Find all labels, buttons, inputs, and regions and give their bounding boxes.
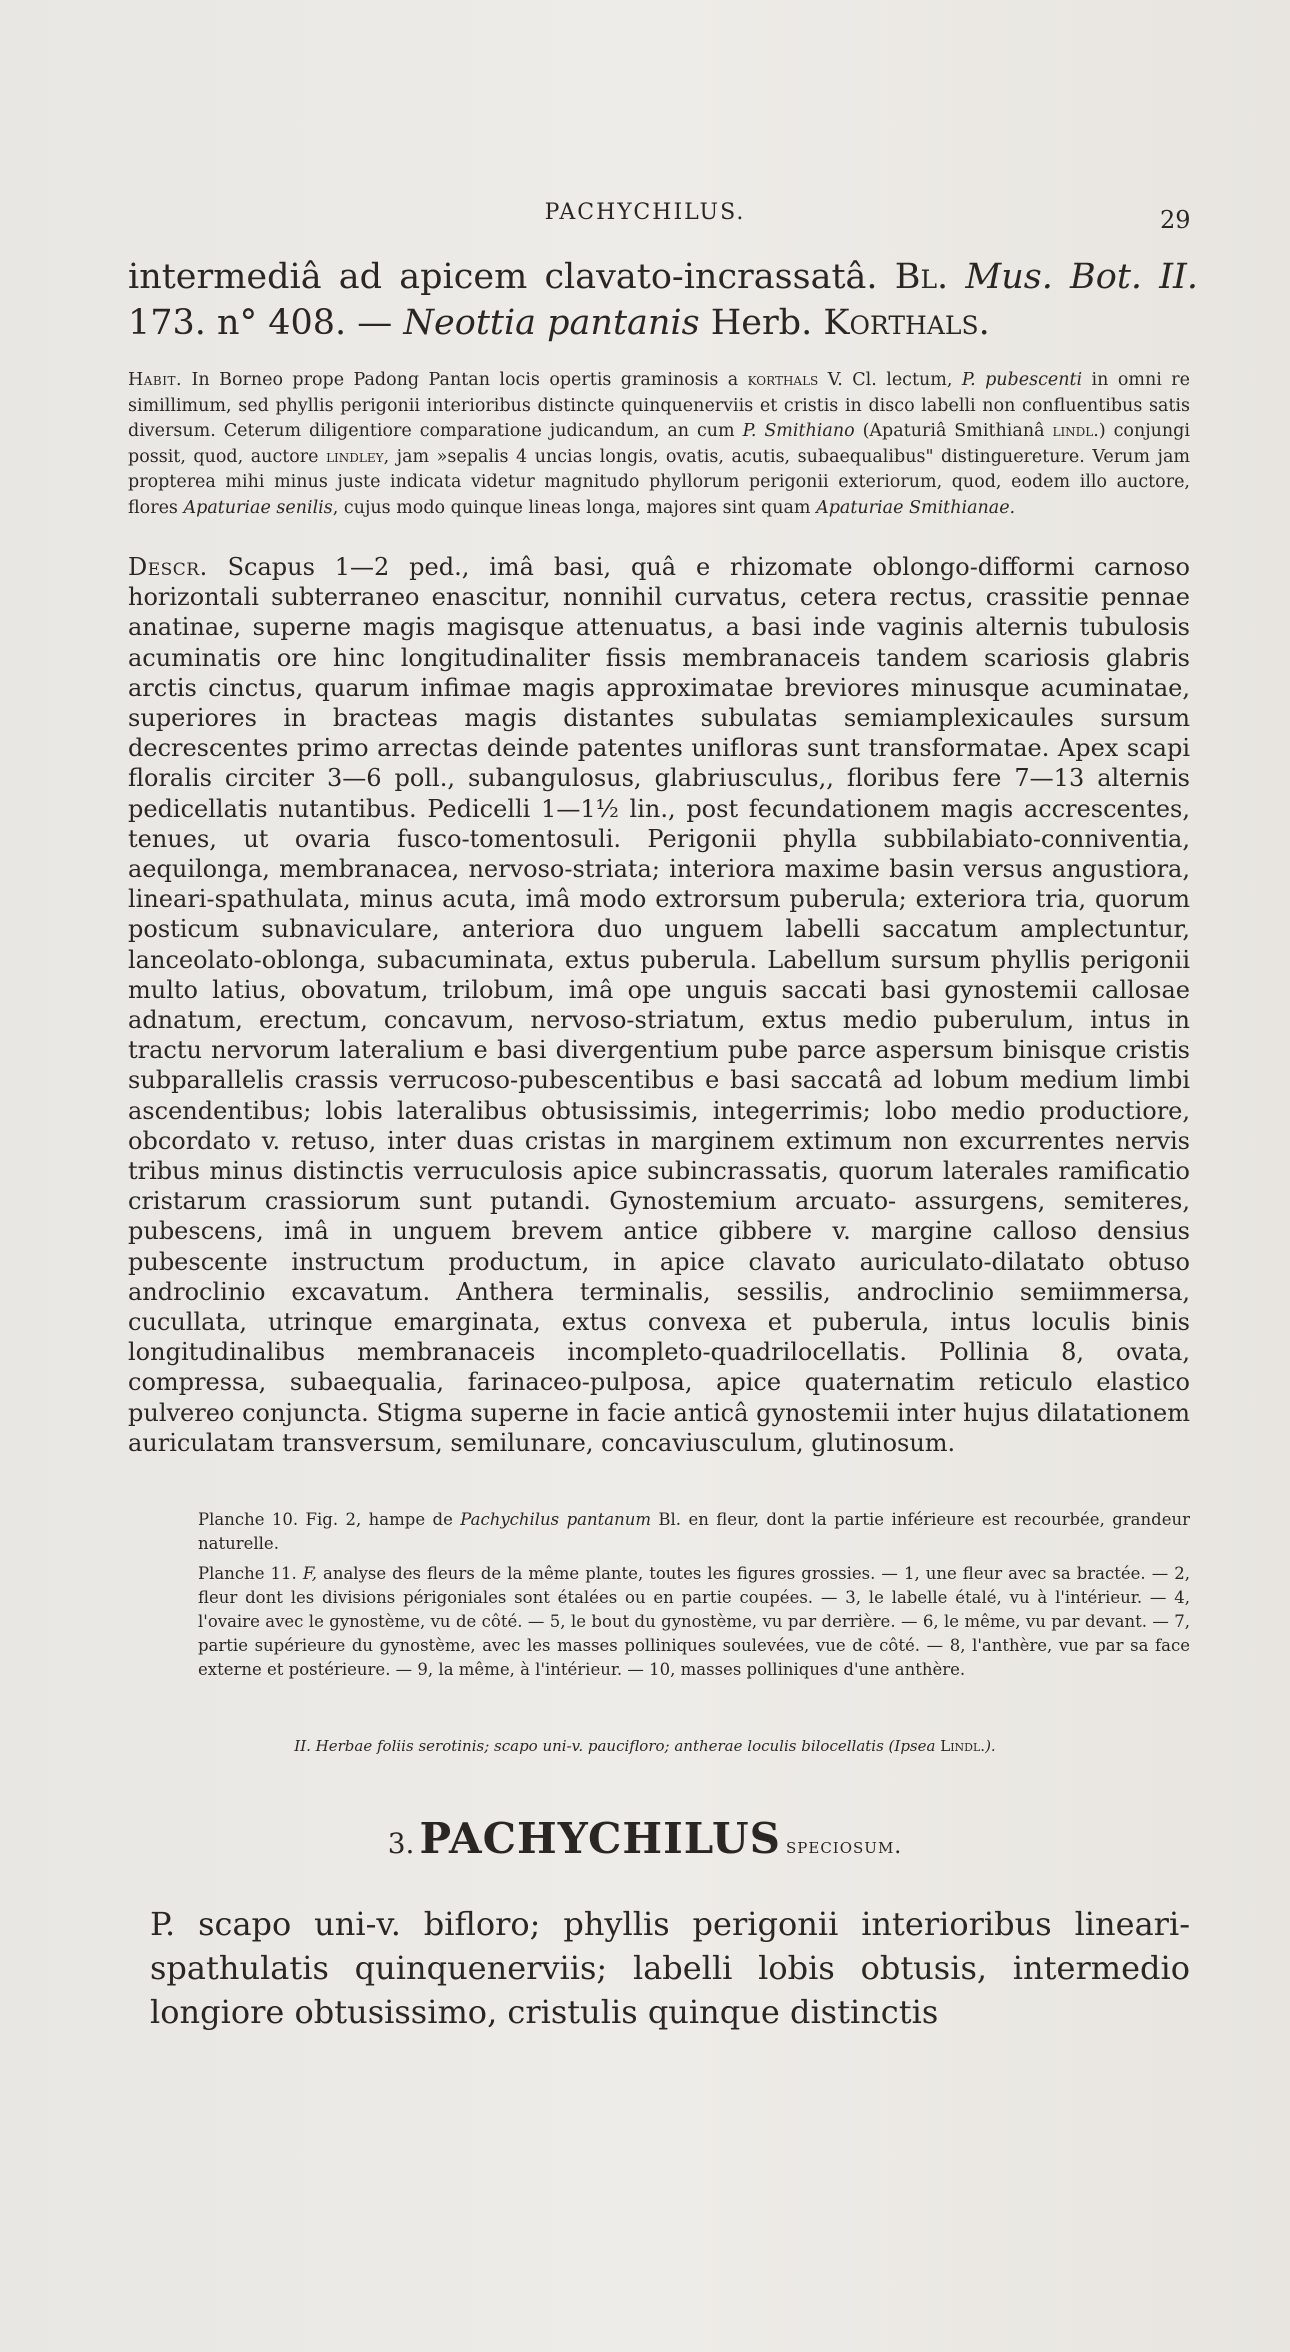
habitat-taxon: P. pubescenti	[961, 370, 1083, 390]
habitat-text: In Borneo prope Padong Pantan locis opertis graminosis a	[182, 370, 748, 390]
plate-captions	[198, 1508, 1190, 1682]
description-text: Scapus 1—2 ped., imâ basi, quâ e rhizomate oblongo-difformi carnoso horizontali subterraneo enascitur, nonnihil curvatus, cetera rectus, crassitie pennae anatinae, superne magis magisque attenuatus, a basi inde vaginis alternis tubulosis acuminatis ore hinc longitudinaliter fissis membranaceis tandem scariosis glabris arctis cinctus, quarum infimae magis approximatae breviores minusque acuminatae, superiores in bracteas magis distantes subulatas semiamplexicaules sursum decrescentes primo arrectas deinde patentes unifloras sunt transformatae. Apex scapi floralis circiter 3—6 poll., subangulosus, glabriusculus,, floribus fere 7—13 alternis pedicellatis nutantibus. Pedicelli 1—1½ lin., post fecundationem magis accrescentes, tenues, ut ovaria fusco-tomentosuli. Perigonii phylla subbilabiato-conniventia, aequilonga, membranacea, nervoso-striata; interiora maxime basin versus angustiora, lineari-spathulata, minus acuta, imâ modo extrorsum puberula; exteriora tria, quorum posticum subnaviculare, anteriora duo unguem labelli saccatum amplectuntur, lanceolato-oblonga, subacuminata, extus puberula. Labellum sursum phyllis perigonii multo latius, obovatum, trilobum, imâ ope unguis saccati basi gynostemii callosae adnatum, erectum, concavum, nervoso-striatum, extus medio puberulum, intus in tractu nervorum lateralium e basi divergentium pube parce aspersum binisque cristis subparallelis crassis verrucoso-pubescentibus e basi saccatâ ad lobum medium limbi ascendentibus; lobis lateralibus obtusissimis, integerrimis; lobo medio productiore, obcordato v. retuso, inter duas cristas in marginem extimum non excurrentes nervis tribus minus distinctis verruculosis apice subincrassatis, quorum laterales ramificatio cristarum crassiorum sunt putandi. Gynostemium arcuato- assurgens, semiteres, pubescens, imâ in unguem brevem antice gibbere v. margine calloso densius pubescente instructum productum, in apice clavato auriculato-dilatato obtuso androclinio excavatum. Anthera terminalis, sessilis, androclinio semiimmersa, cucullata, utrinque emarginata, extus convexa et puberula, intus loculis binis longitudinalibus membranaceis incompleto-quadrilocellatis. Pollinia 8, ovata, compressa, subaequalia, farinaceo-pulposa, apice quaternatim reticulo elastico pulvereo conjuncta. Stigma superne in facie anticâ gynostemii inter hujus dilatationem auriculatam transversum, semilunare, concaviusculum, glutinosum.	[128, 553, 1190, 1457]
reference-work: Mus. Bot. II.	[948, 257, 1199, 297]
group-heading: II. Herbae foliis serotinis; scapo uni-v. paucifloro; antherae loculis bilocellatis (Ipsea Lindl.).	[294, 1737, 996, 1755]
species-heading	[0, 1814, 1290, 1863]
habitat-author: lindley	[326, 446, 384, 467]
habitat-author: lindl.	[1052, 421, 1099, 442]
habitat-text: V. Cl. lectum,	[818, 370, 962, 390]
diagnosis-paragraph: P. scapo uni-v. bifloro; phyllis perigonii interioribus lineari-spathulatis quinquenerviis; labelli lobis obtusis, intermedio longiore obtusissimo, cristulis quinque distinctis	[150, 1905, 1190, 2031]
reference-author: Bl.	[894, 257, 949, 297]
habitat-taxon: P. Smithiano	[742, 421, 855, 442]
page-number: 29	[1160, 206, 1191, 234]
plate-caption-10: Planche 10. Fig. 2, hampe de Pachychilus pantanum Bl. en fleur, dont la partie inférieure est recourbée, grandeur naturelle.	[198, 1510, 1190, 1553]
habitat-text: in omni re simillimum, sed phyllis perigonii interioribus distincte quinquenerviis et cristis in disco labelli non confluentibus satis diversum. Ceterum diligentiore comparatione judicandum, an cum	[128, 370, 1190, 442]
reference-citation	[128, 254, 1198, 346]
reference-text: intermediâ ad apicem clavato-incrassatâ.	[128, 257, 895, 297]
habitat-text: , jam »sepalis 4 uncias longis, ovatis, acutis, subaequalibus" distinguereture. Verum jam propterea mihi minus juste indicata videtur magnitudo phyllorum perigonii exteriorum, quod, eodem illo auctore, flores	[128, 446, 1190, 518]
habitat-taxon: Apaturiae senilis	[183, 497, 333, 518]
reference-pages: 173. n° 408. —	[128, 303, 404, 343]
habitat-text: , cujus modo quinque lineas longa, majores sint quam	[332, 497, 817, 518]
reference-herb: Herb.	[699, 303, 824, 343]
species-genus: PACHYCHILUS	[419, 1814, 781, 1863]
habitat-text: (Apaturiâ Smithianâ	[854, 421, 1053, 442]
habitat-taxon: Apaturiae Smithianae.	[816, 497, 1016, 518]
plate-caption-11: Planche 11. F, analyse des fleurs de la même plante, toutes les figures grossies. — 1, une fleur avec sa bractée. — 2, fleur dont les divisions périgoniales sont étalées ou en partie coupées. — 3, le labelle étalé, vu à l'intérieur. — 4, l'ovaire avec le gynostème, vu de côté. — 5, le bout du gynostème, vu par derrière. — 6, le même, vu par devant. — 7, partie supérieure du gynostème, avec les masses polliniques soulevées, vue de côté. — 8, l'anthère, vue par sa face externe et postérieure. — 9, la même, à l'intérieur. — 10, masses polliniques d'une anthère.	[198, 1564, 1190, 1679]
reference-collector: Korthals.	[823, 303, 990, 343]
habitat-paragraph	[128, 368, 1190, 522]
habitat-text: ) conjungi possit, quod, auctore	[128, 421, 1190, 467]
reference-synonym: Neottia pantanis	[403, 303, 700, 343]
species-epithet: speciosum.	[786, 1834, 903, 1859]
description-paragraph	[128, 552, 1190, 1458]
habitat-collector: korthals	[747, 370, 819, 390]
habitat-label: Habit.	[128, 370, 183, 390]
description-label: Descr.	[128, 553, 208, 581]
species-number: 3.	[387, 1827, 415, 1860]
running-title: PACHYCHILUS.	[544, 200, 746, 225]
